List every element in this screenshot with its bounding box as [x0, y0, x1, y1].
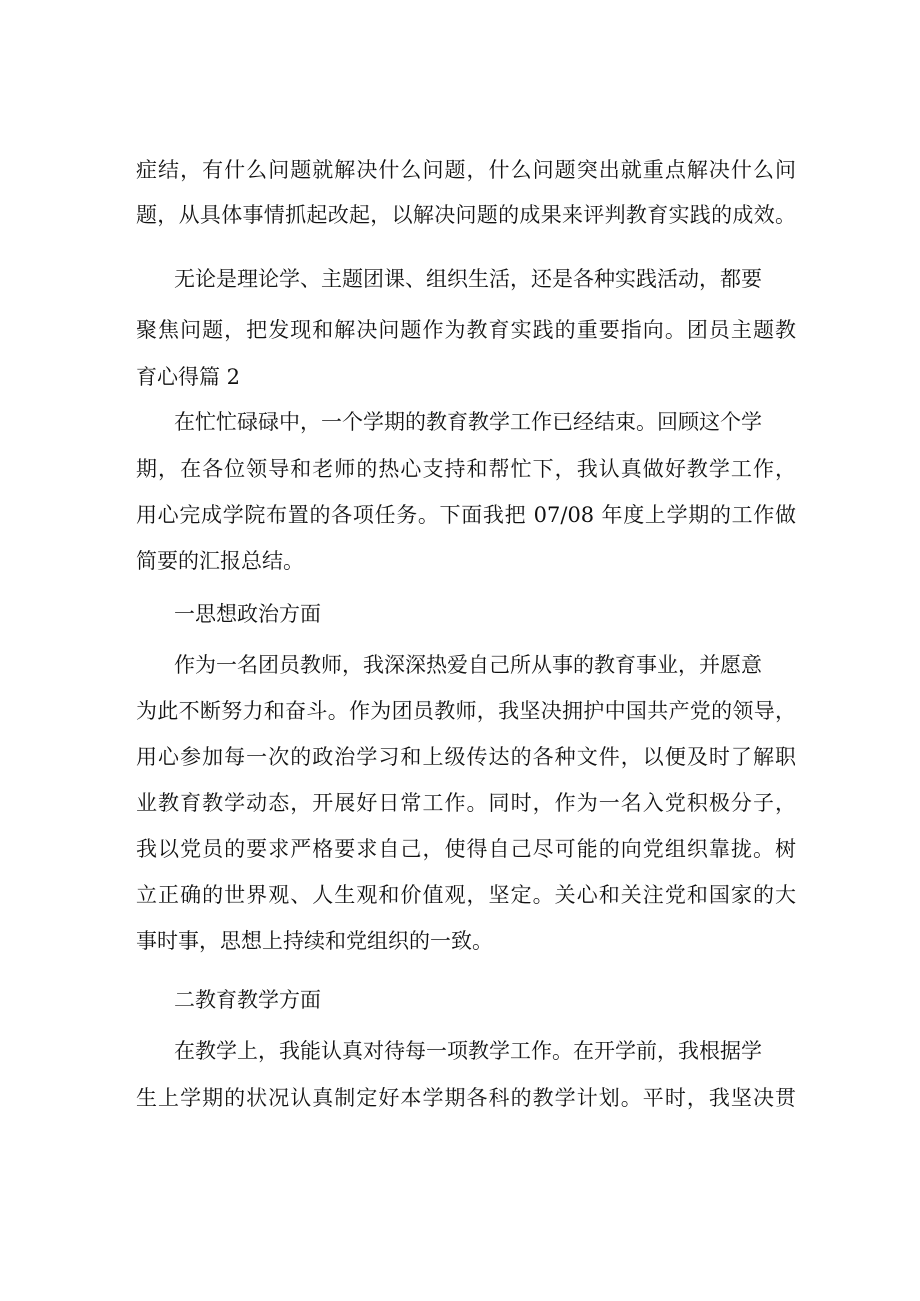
paragraph-4-line-6: 立正确的世界观、人生观和价值观，坚定。关心和关注党和国家的大	[136, 883, 796, 907]
paragraph-4-line-3: 用心参加每一次的政治学习和上级传达的各种文件，以便及时了解职	[136, 745, 796, 769]
paragraph-5-line-1: 在教学上，我能认真对待每一项教学工作。在开学前，我根据学	[174, 1039, 762, 1063]
paragraph-3-line-3: 用心完成学院布置的各项任务。下面我把 07/08 年度上学期的工作做	[136, 503, 796, 527]
paragraph-5-line-2: 生上学期的状况认真制定好本学期各科的教学计划。平时，我坚决贯	[136, 1086, 796, 1110]
section-heading-teaching: 二教育教学方面	[174, 988, 321, 1012]
paragraph-2-line-1: 无论是理论学、主题团课、组织生活，还是各种实践活动，都要	[174, 267, 762, 291]
paragraph-4-line-1: 作为一名团员教师，我深深热爱自己所从事的教育事业，并愿意	[174, 653, 762, 677]
paragraph-4-line-2: 为此不断努力和奋斗。作为团员教师，我坚决拥护中国共产党的领导，	[136, 699, 796, 723]
paragraph-3-line-1: 在忙忙碌碌中，一个学期的教育教学工作已经结束。回顾这个学	[174, 410, 762, 434]
paragraph-1-line-1: 症结，有什么问题就解决什么问题，什么问题突出就重点解决什么问	[136, 158, 796, 182]
paragraph-3-line-4: 简要的汇报总结。	[136, 549, 304, 573]
paragraph-4-line-5: 我以党员的要求严格要求自己，使得自己尽可能的向党组织靠拢。树	[136, 837, 796, 861]
paragraph-4-line-7: 事时事，思想上持续和党组织的一致。	[136, 929, 493, 953]
paragraph-1-line-2: 题，从具体事情抓起改起，以解决问题的成果来评判教育实践的成效。	[136, 203, 796, 227]
paragraph-2-line-3: 育心得篇 2	[136, 365, 241, 389]
section-heading-political: 一思想政治方面	[174, 602, 321, 626]
paragraph-4-line-4: 业教育教学动态，开展好日常工作。同时，作为一名入党积极分子，	[136, 791, 796, 815]
paragraph-3-line-2: 期，在各位领导和老师的热心支持和帮忙下，我认真做好教学工作，	[136, 457, 796, 481]
paragraph-2-line-2: 聚焦问题，把发现和解决问题作为教育实践的重要指向。团员主题教	[136, 318, 796, 342]
